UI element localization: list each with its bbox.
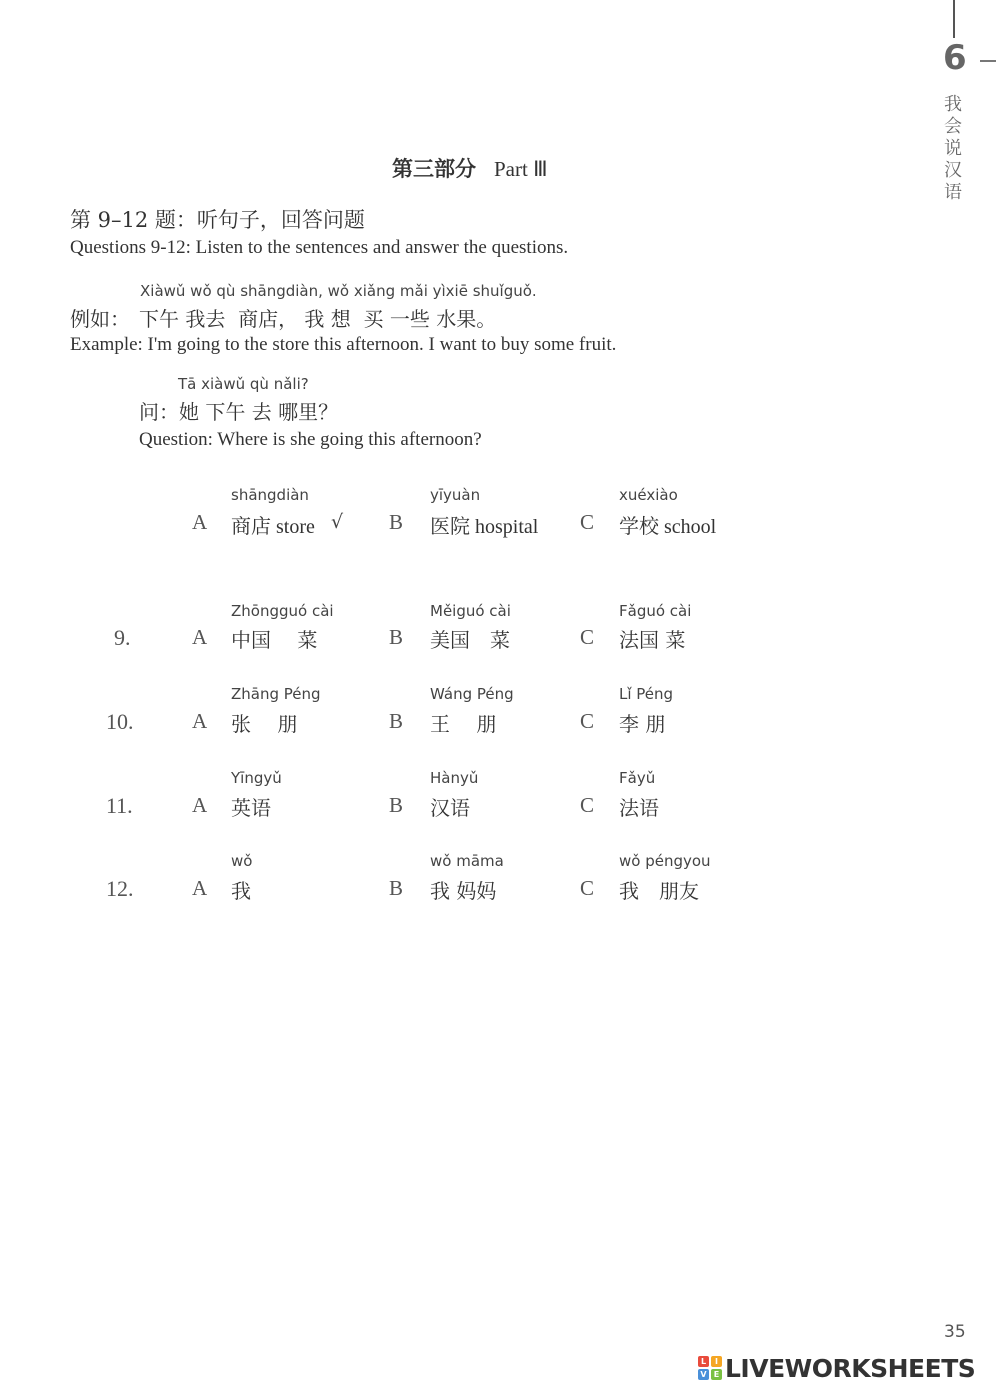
option-pinyin: Fǎyǔ bbox=[619, 769, 656, 787]
example-option-b-letter: B bbox=[389, 510, 404, 534]
example-label: 例如： bbox=[70, 307, 130, 331]
example-option-b-pinyin: yīyuàn bbox=[430, 486, 481, 504]
chapter-number: 6 bbox=[943, 38, 967, 78]
option-pinyin: wǒ bbox=[231, 852, 253, 870]
logo-tile: V bbox=[698, 1369, 709, 1380]
option-pinyin: Hànyǔ bbox=[430, 769, 479, 787]
option-text: 英语 bbox=[231, 796, 271, 820]
option-text: 我 妈妈 bbox=[430, 879, 497, 903]
example-option-a-pinyin: shāngdiàn bbox=[231, 486, 309, 504]
logo-tile: E bbox=[711, 1369, 722, 1380]
question-number: 9. bbox=[114, 625, 131, 650]
option-pinyin: Zhāng Péng bbox=[231, 685, 321, 703]
option-pinyin: Fǎguó cài bbox=[619, 602, 692, 620]
checkmark-icon: √ bbox=[331, 511, 344, 533]
part-title-en: Part Ⅲ bbox=[494, 157, 548, 181]
option-pinyin: Měiguó cài bbox=[430, 602, 511, 620]
option-pinyin: Lǐ Péng bbox=[619, 685, 674, 703]
questions-heading-en: Questions 9-12: Listen to the sentences and answer the questions. bbox=[70, 237, 569, 258]
option-text: 法国 菜 bbox=[619, 628, 686, 652]
option-text: 张 朋 bbox=[231, 712, 298, 736]
option-b-button[interactable]: B bbox=[389, 876, 404, 900]
example-question-chinese: 问：她 下午 去 哪里？ bbox=[139, 400, 339, 424]
option-text: 中国 菜 bbox=[231, 628, 318, 652]
option-a-button[interactable]: A bbox=[192, 793, 208, 817]
option-a-button[interactable]: A bbox=[192, 709, 208, 733]
part-title-zh: 第三部分 bbox=[392, 156, 476, 181]
option-c-button[interactable]: C bbox=[580, 793, 595, 817]
example-option-c-pinyin: xuéxiào bbox=[619, 486, 678, 504]
option-text: 美国 菜 bbox=[430, 628, 510, 652]
example-option-b-text: 医院 hospital bbox=[430, 516, 539, 538]
option-b-button[interactable]: B bbox=[389, 625, 404, 649]
option-pinyin: Zhōngguó cài bbox=[231, 602, 334, 620]
option-text: 王 朋 bbox=[430, 712, 497, 736]
example-option-a-text: 商店 store bbox=[231, 516, 315, 538]
question-number: 10. bbox=[106, 709, 134, 734]
example-pinyin: Xiàwǔ wǒ qù shāngdiàn, wǒ xiǎng mǎi yìxiē shuǐguǒ. bbox=[140, 282, 537, 300]
brand-text: LIVEWORKSHEETS bbox=[725, 1353, 976, 1383]
example-question-english: Question: Where is she going this afternoon? bbox=[139, 429, 482, 450]
page-number: 35 bbox=[944, 1322, 966, 1342]
option-text: 李 朋 bbox=[619, 712, 666, 736]
option-c-button[interactable]: C bbox=[580, 876, 595, 900]
questions-heading-zh: 第 9–12 题：听句子，回答问题 bbox=[70, 208, 365, 232]
chapter-divider-line bbox=[953, 0, 955, 38]
liveworksheets-logo-icon bbox=[698, 1356, 722, 1380]
option-pinyin: wǒ māma bbox=[430, 852, 504, 870]
option-b-button[interactable]: B bbox=[389, 709, 404, 733]
logo-tile: L bbox=[698, 1356, 709, 1367]
option-text: 汉语 bbox=[430, 796, 470, 820]
option-text: 法语 bbox=[619, 796, 659, 820]
option-text: 我 bbox=[231, 879, 251, 903]
option-pinyin: wǒ péngyou bbox=[619, 852, 711, 870]
logo-tile: I bbox=[711, 1356, 722, 1367]
question-number: 12. bbox=[106, 876, 134, 901]
option-pinyin: Yīngyǔ bbox=[231, 769, 282, 787]
example-option-a-letter: A bbox=[192, 510, 208, 534]
example-option-c-letter: C bbox=[580, 510, 595, 534]
option-b-button[interactable]: B bbox=[389, 793, 404, 817]
liveworksheets-brand[interactable] bbox=[698, 1354, 975, 1382]
example-question-pinyin: Tā xiàwǔ qù nǎli? bbox=[178, 375, 309, 393]
option-a-button[interactable]: A bbox=[192, 876, 208, 900]
option-c-button[interactable]: C bbox=[580, 625, 595, 649]
question-number: 11. bbox=[106, 793, 133, 818]
example-option-c-text: 学校 school bbox=[619, 516, 717, 538]
option-c-button[interactable]: C bbox=[580, 709, 595, 733]
option-pinyin: Wáng Péng bbox=[430, 685, 514, 703]
example-english: Example: I'm going to the store this afternoon. I want to buy some fruit. bbox=[70, 334, 617, 355]
option-a-button[interactable]: A bbox=[192, 625, 208, 649]
example-chinese: 下午 我去 商店， 我 想 买 一些 水果。 bbox=[139, 307, 497, 331]
part-title bbox=[392, 153, 548, 183]
chapter-title: 我会说汉语 bbox=[944, 94, 962, 203]
option-text: 我 朋友 bbox=[619, 879, 699, 903]
chapter-dash bbox=[980, 60, 996, 62]
